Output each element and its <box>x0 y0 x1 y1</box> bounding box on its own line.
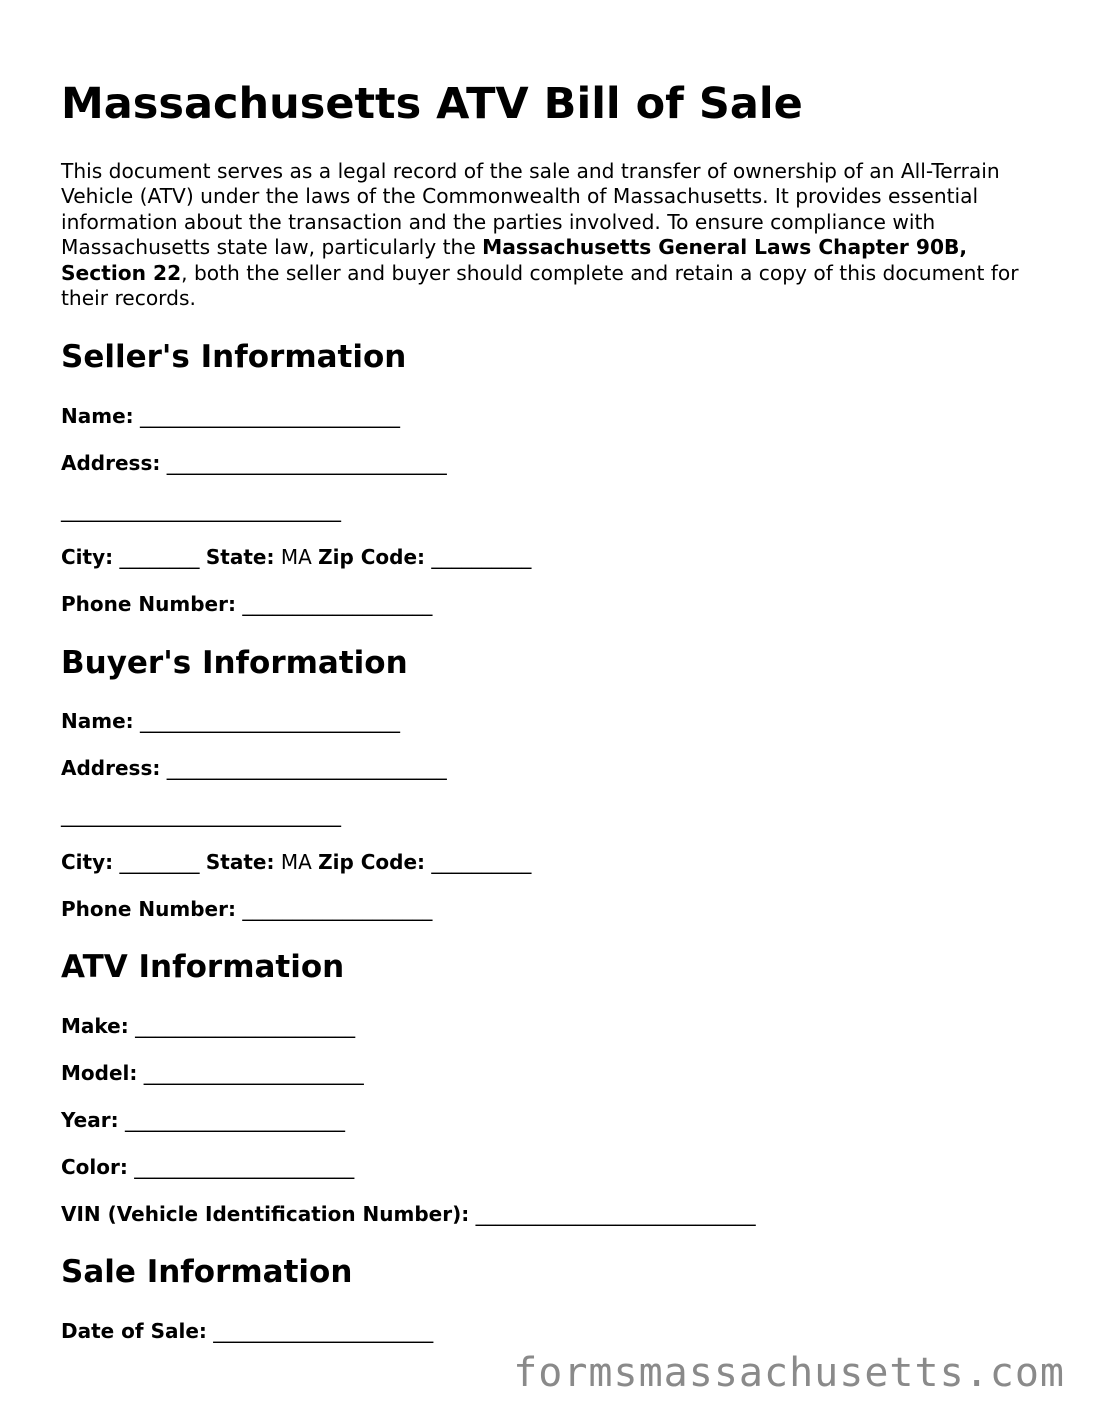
atv-heading: ATV Information <box>61 949 345 985</box>
atv-model-field[interactable] <box>61 1061 364 1085</box>
buyer-city-blank[interactable]: ________ <box>119 850 200 874</box>
seller-phone-blank[interactable]: ___________________ <box>242 592 433 616</box>
sale-date-blank[interactable]: ______________________ <box>213 1319 434 1343</box>
buyer-name-label: Name: <box>61 709 134 733</box>
buyer-phone-label: Phone Number: <box>61 897 236 921</box>
intro-paragraph <box>61 159 1046 311</box>
seller-heading: Seller's Information <box>61 339 407 375</box>
buyer-address-field[interactable] <box>61 756 447 780</box>
buyer-phone-blank[interactable]: ___________________ <box>242 897 433 921</box>
buyer-heading: Buyer's Information <box>61 645 408 681</box>
intro-text-end: , both the seller and buyer should complete and retain a copy of this document for their records. <box>61 260 1019 311</box>
atv-make-field[interactable] <box>61 1014 355 1038</box>
seller-city-state-zip[interactable] <box>61 545 531 569</box>
atv-vin-blank[interactable]: ____________________________ <box>475 1202 756 1226</box>
atv-year-blank[interactable]: ______________________ <box>124 1108 345 1132</box>
buyer-city-state-zip[interactable] <box>61 850 531 874</box>
atv-vin-field[interactable] <box>61 1202 756 1226</box>
buyer-city-label: City: <box>61 850 114 874</box>
atv-color-field[interactable] <box>61 1155 354 1179</box>
atv-vin-label: VIN (Vehicle Identification Number): <box>61 1202 470 1226</box>
page-title: Massachusetts ATV Bill of Sale <box>61 79 803 129</box>
seller-phone-field[interactable] <box>61 592 432 616</box>
atv-year-field[interactable] <box>61 1108 345 1132</box>
buyer-zip-label: Zip Code: <box>318 850 426 874</box>
buyer-state-label: State: <box>205 850 275 874</box>
sale-heading: Sale Information <box>61 1254 353 1290</box>
buyer-address-blank[interactable]: ____________________________ <box>166 756 447 780</box>
seller-zip-label: Zip Code: <box>318 545 426 569</box>
seller-name-blank[interactable]: __________________________ <box>140 404 400 428</box>
seller-name-field[interactable] <box>61 404 400 428</box>
atv-color-blank[interactable]: ______________________ <box>134 1155 355 1179</box>
buyer-address-label: Address: <box>61 756 161 780</box>
seller-phone-label: Phone Number: <box>61 592 236 616</box>
sale-date-label: Date of Sale: <box>61 1319 207 1343</box>
seller-city-blank[interactable]: ________ <box>119 545 200 569</box>
atv-model-label: Model: <box>61 1061 138 1085</box>
seller-state-label: State: <box>205 545 275 569</box>
buyer-name-field[interactable] <box>61 709 400 733</box>
seller-name-label: Name: <box>61 404 134 428</box>
buyer-zip-blank[interactable]: __________ <box>431 850 532 874</box>
buyer-state-value: MA <box>280 850 312 874</box>
atv-make-blank[interactable]: ______________________ <box>135 1014 356 1038</box>
buyer-address-line2-blank[interactable]: ____________________________ <box>61 803 341 827</box>
seller-address-line2-blank[interactable]: ____________________________ <box>61 498 341 522</box>
atv-year-label: Year: <box>61 1108 119 1132</box>
seller-address-label: Address: <box>61 451 161 475</box>
watermark: formsmassachusetts.com <box>513 1350 1065 1396</box>
intro-text: This document serves as a legal record of the sale and transfer of ownership of an All-Terrain Vehicle (ATV) under the laws of the Commonwealth of Massachusetts. It provides essential information about the transaction and the parties involved. To ensure compliance with Massachusetts state law, particularly the <box>61 159 1000 260</box>
atv-color-label: Color: <box>61 1155 128 1179</box>
intro-law-reference: Massachusetts General Laws Chapter 90B, Section 22 <box>61 235 968 285</box>
seller-state-value: MA <box>280 545 312 569</box>
seller-city-label: City: <box>61 545 114 569</box>
seller-address-field[interactable] <box>61 451 447 475</box>
atv-model-blank[interactable]: ______________________ <box>143 1061 364 1085</box>
buyer-name-blank[interactable]: __________________________ <box>140 709 400 733</box>
buyer-address-line2[interactable] <box>61 803 341 827</box>
seller-address-blank[interactable]: ____________________________ <box>166 451 447 475</box>
seller-address-line2[interactable] <box>61 498 341 522</box>
buyer-phone-field[interactable] <box>61 897 432 921</box>
atv-make-label: Make: <box>61 1014 129 1038</box>
sale-date-field[interactable] <box>61 1319 433 1343</box>
seller-zip-blank[interactable]: __________ <box>431 545 532 569</box>
